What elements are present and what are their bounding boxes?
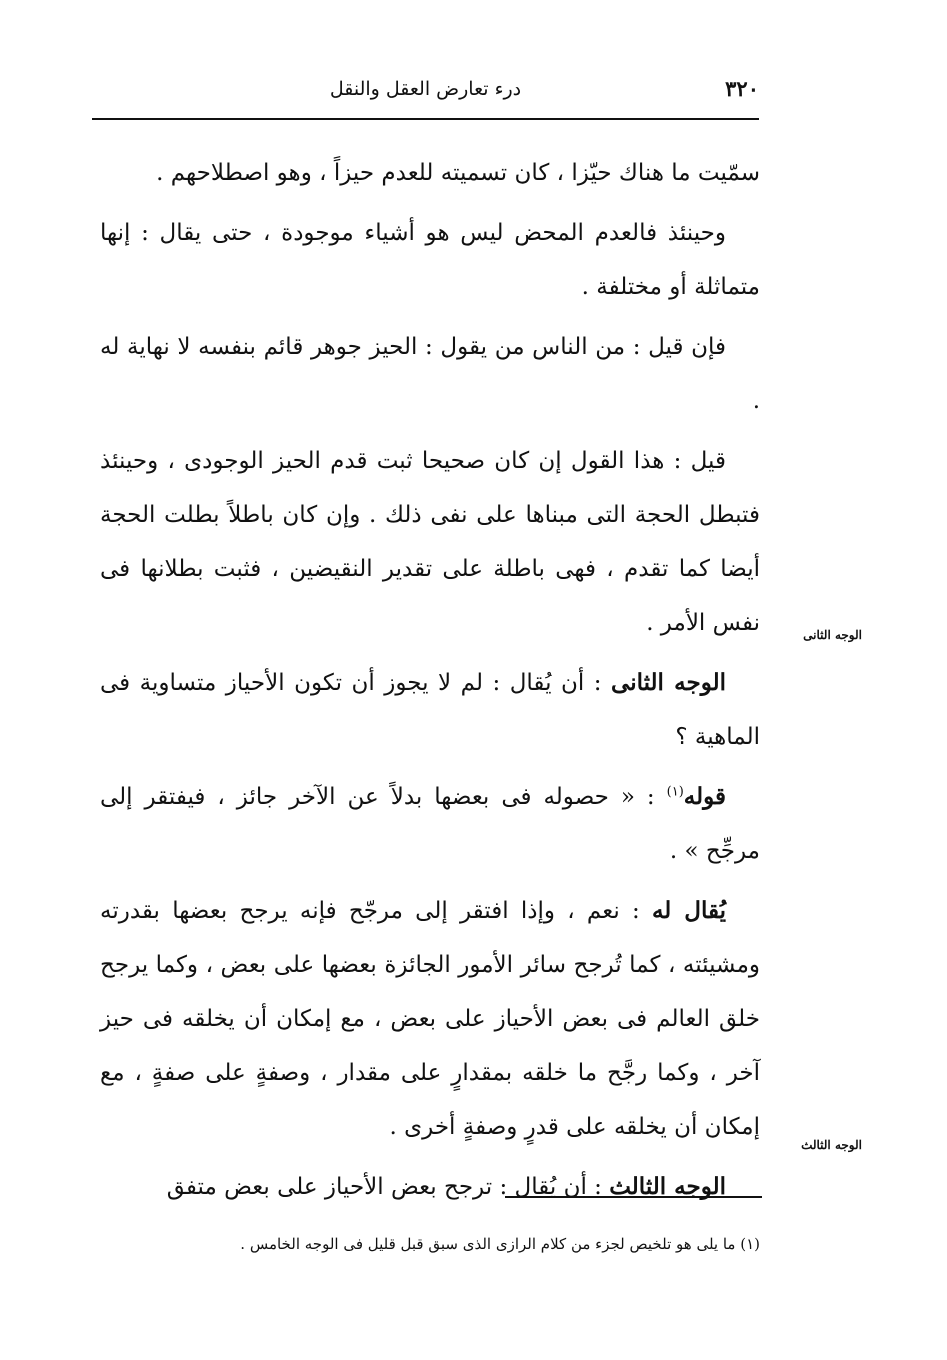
page-number: ٣٢٠ (725, 76, 759, 101)
answer-text: : نعم ، وإذا افتقر إلى مرجّح فإنه يرجح بعضها بقدرته ومشيئته ، كما تُرجح سائر الأمور الجائزة بعضها على بعض ، وكما يرجح خلق العالم فى بعض الأحياز على بعض ، مع إمكان أن يخلقه فى حيز آخر ، وكما رجَّح ما خلقه بمقدارٍ على مقدار ، وصفةٍ على صفةٍ ، مع إمكان أن يخلقه على قدرٍ وصفةٍ أخرى . (100, 898, 760, 1140)
footnote-marker: (١) (666, 784, 684, 800)
second-aspect-text: : أن يُقال : لم لا يجوز أن تكون الأحياز متساوية فى الماهية ؟ (100, 670, 760, 750)
header-divider (92, 118, 759, 120)
paragraph-second-aspect (100, 656, 760, 764)
answer-term: يُقال له (651, 897, 726, 924)
quote-text: : « حصوله فى بعضها بدلاً عن الآخر جائز ، فيفتقر إلى مرجِّح » . (100, 784, 760, 864)
paragraph-answer (100, 884, 760, 1154)
paragraph-empty-void: وحينئذ فالعدم المحض ليس هو أشياء موجودة ، حتى يقال : إنها متماثلة أو مختلفة . (100, 220, 760, 300)
page-header (92, 68, 759, 116)
quote-term: قوله (683, 783, 726, 810)
footnote: (١) ما يلى هو تلخيص لجزء من كلام الرازى الذى سبق قبل قليل فى الوجه الخامس . (240, 1235, 760, 1253)
paragraph-quote (100, 770, 760, 878)
paragraph-objection: فإن قيل : من الناس من يقول : الحيز جوهر قائم بنفسه لا نهاية له . (100, 334, 760, 414)
paragraph-continuation: سمّيت ما هناك حيّزا ، كان تسميته للعدم حيزاً ، وهو اصطلاحهم . (156, 160, 760, 186)
margin-note-third-aspect: الوجه الثالث (801, 1138, 862, 1152)
running-title: درء تعارض العقل والنقل (329, 78, 522, 100)
paragraph-third-aspect (100, 1160, 760, 1214)
main-text (100, 146, 760, 1220)
paragraph-reply: قيل : هذا القول إن كان صحيحا ثبت قدم الحيز الوجودى ، وحينئذ فتبطل الحجة التى مبناها على نفى ذلك . وإن كان باطلاً بطلت الحجة أيضا كما تقدم ، فهى باطلة على تقدير النقيضين ، فثبت بطلانها فى نفس الأمر . (100, 448, 760, 636)
margin-note-second-aspect: الوجه الثانى (803, 628, 862, 642)
third-aspect-term: الوجه الثالث (609, 1173, 726, 1200)
third-aspect-text: : أن يُقال : ترجح بعض الأحياز على بعض متفق (166, 1174, 610, 1200)
footnote-divider (505, 1196, 762, 1198)
second-aspect-term: الوجه الثانى (611, 669, 726, 696)
